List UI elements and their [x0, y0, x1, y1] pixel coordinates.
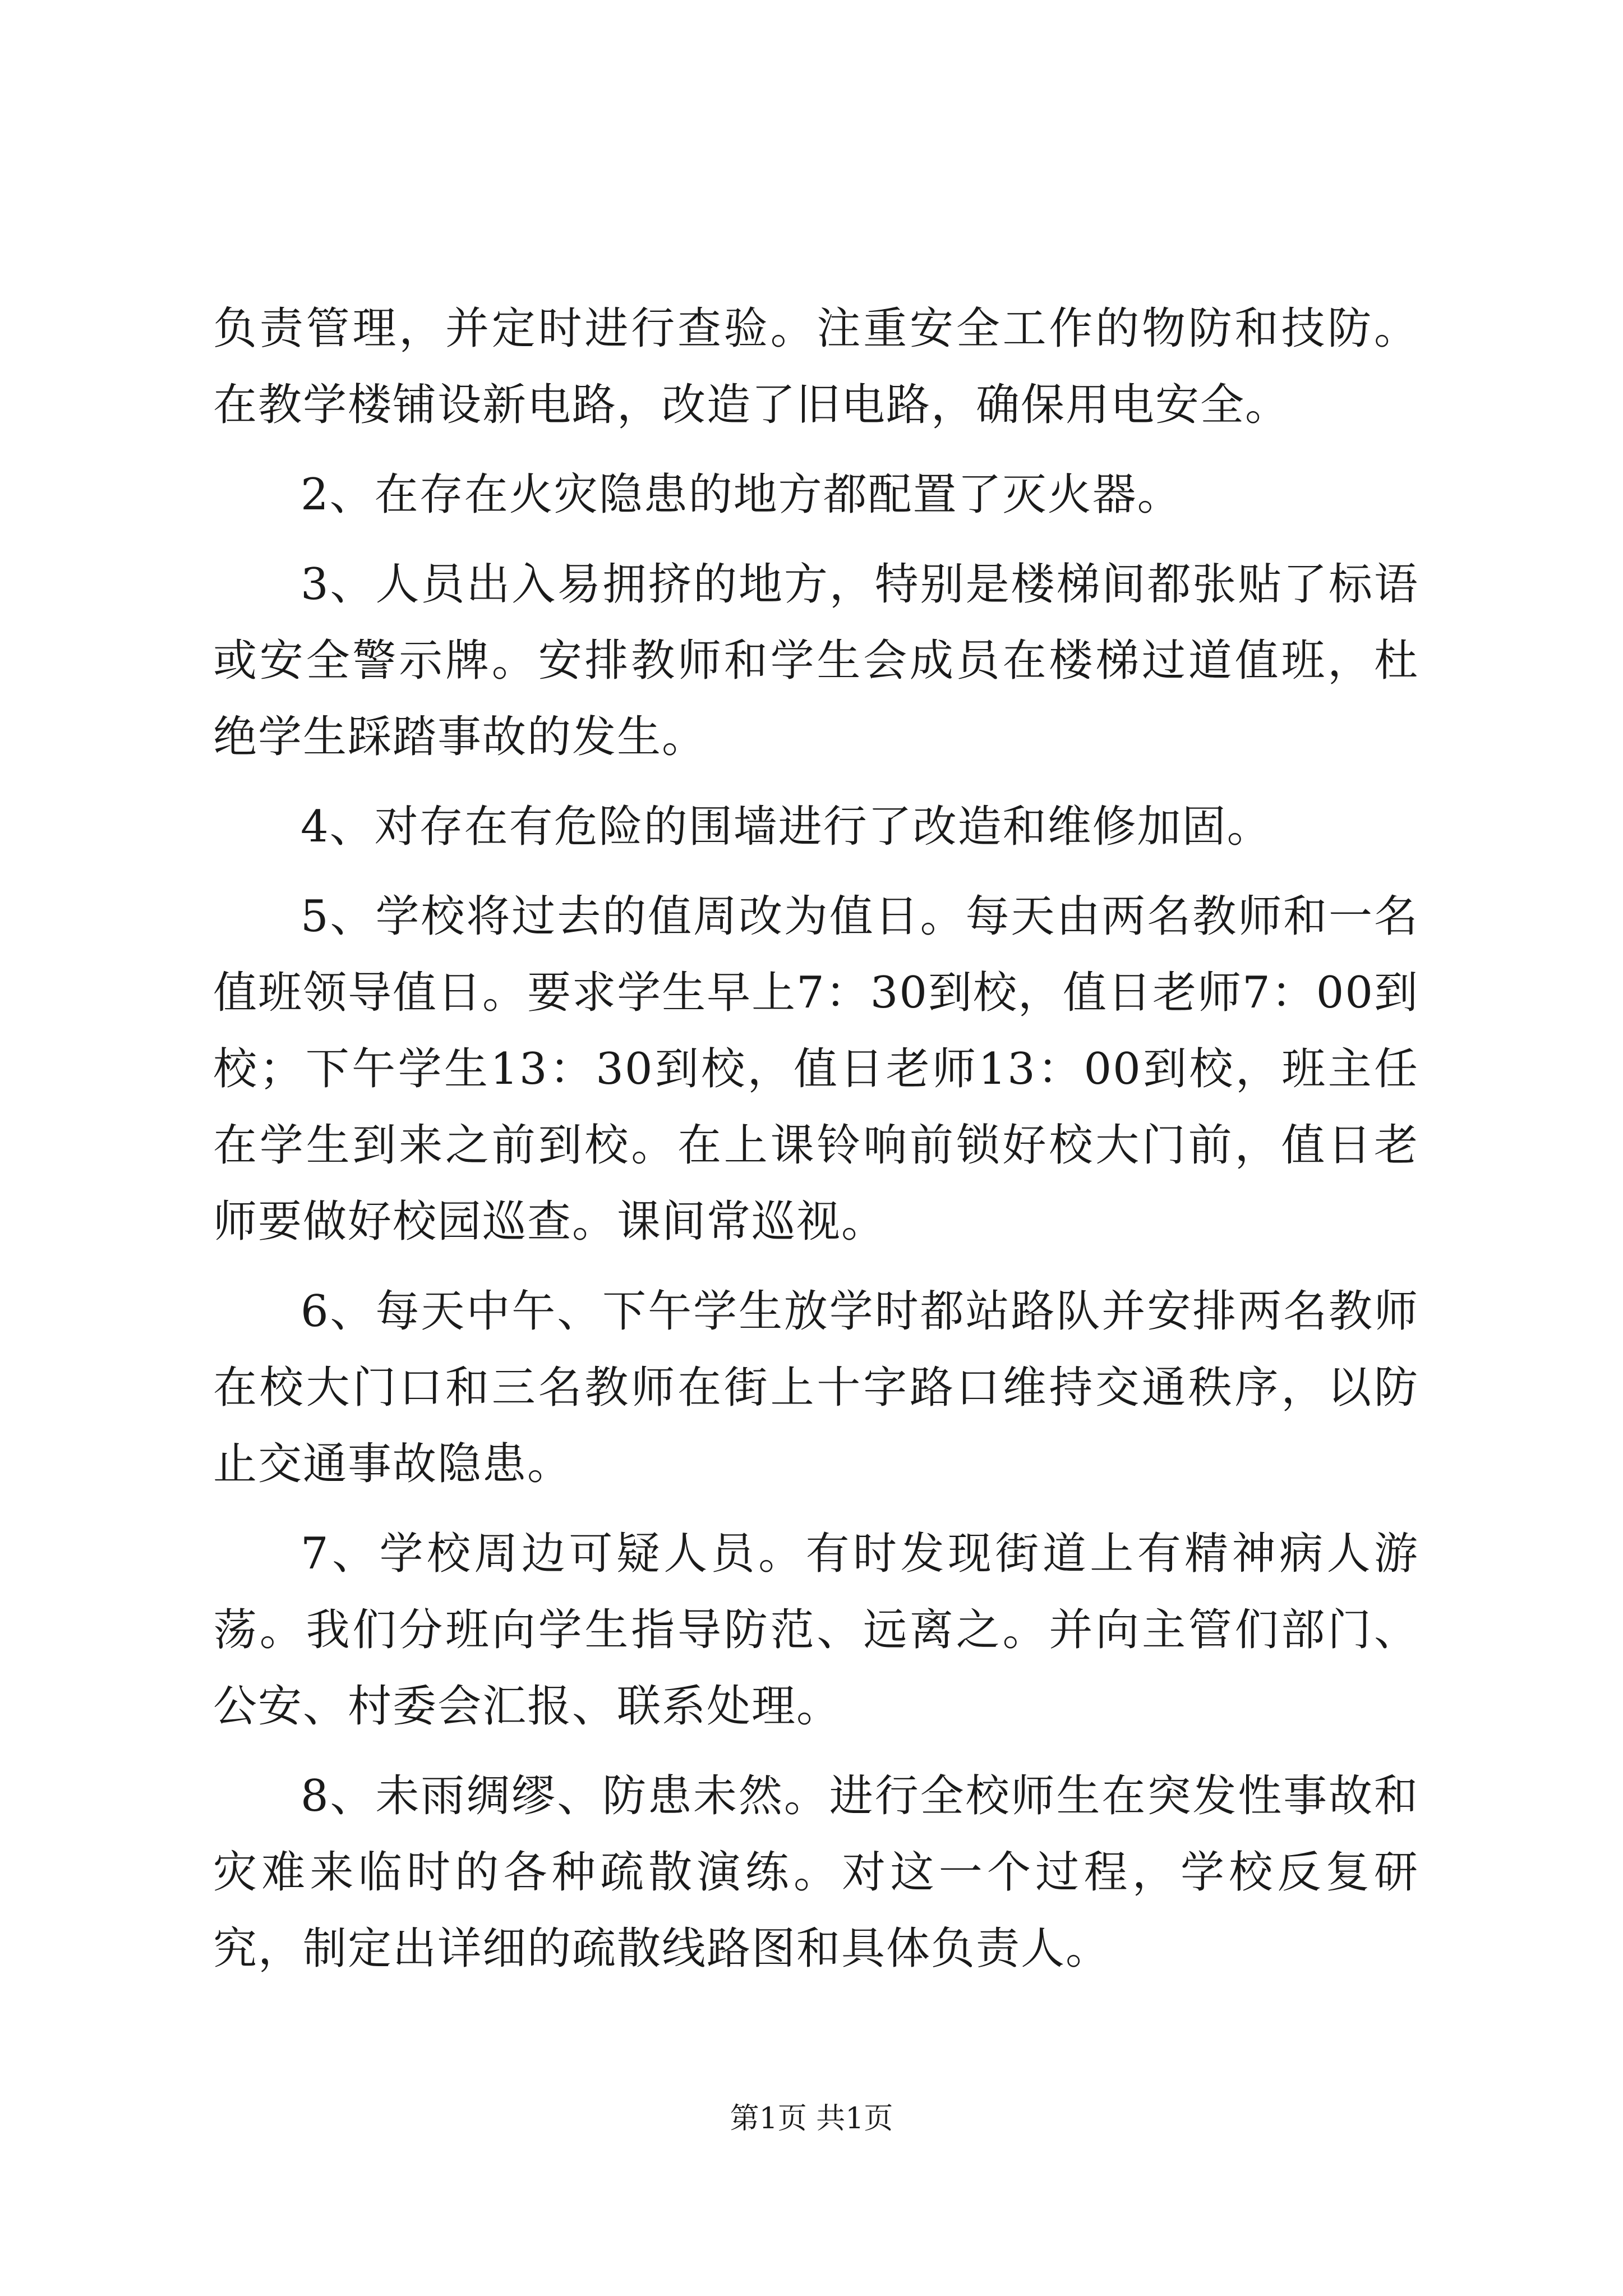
page-footer: 第1页 共1页	[730, 2102, 893, 2136]
paragraph-item-4: 4、对存在有危险的围墙进行了改造和维修加固。	[301, 802, 1272, 852]
paragraph-item-2: 2、在存在火灾隐患的地方都配置了灭火器。	[301, 470, 1182, 520]
paragraph-item-3: 3、人员出入易拥挤的地方，特别是楼梯间都张贴了标语或安全警示牌。安排教师和学生会成员在楼梯过道值班，杜绝学生踩踏事故的发生。	[213, 559, 1419, 762]
paragraph-continuation: 负责管理，并定时进行查验。注重安全工作的物防和技防。在教学楼铺设新电路，改造了旧电路，确保用电安全。	[213, 303, 1419, 430]
paragraph-item-5: 5、学校将过去的值周改为值日。每天由两名教师和一名值班领导值日。要求学生早上7：30到校，值日老师7：00到校；下午学生13：30到校，值日老师13：00到校，班主任在学生到来之前到校。在上课铃响前锁好校大门前，值日老师要做好校园巡查。课间常巡视。	[213, 891, 1419, 1247]
paragraph-item-8: 8、未雨绸缪、防患未然。进行全校师生在突发性事故和灾难来临时的各种疏散演练。对这一个过程，学校反复研究，制定出详细的疏散线路图和具体负责人。	[213, 1771, 1419, 1974]
paragraph-item-7: 7、学校周边可疑人员。有时发现街道上有精神病人游荡。我们分班向学生指导防范、远离之。并向主管们部门、公安、村委会汇报、联系处理。	[213, 1529, 1419, 1732]
document-body	[213, 291, 1419, 2000]
paragraph-item-6: 6、每天中午、下午学生放学时都站路队并安排两名教师在校大门口和三名教师在街上十字路口维持交通秩序，以防止交通事故隐患。	[213, 1286, 1419, 1489]
